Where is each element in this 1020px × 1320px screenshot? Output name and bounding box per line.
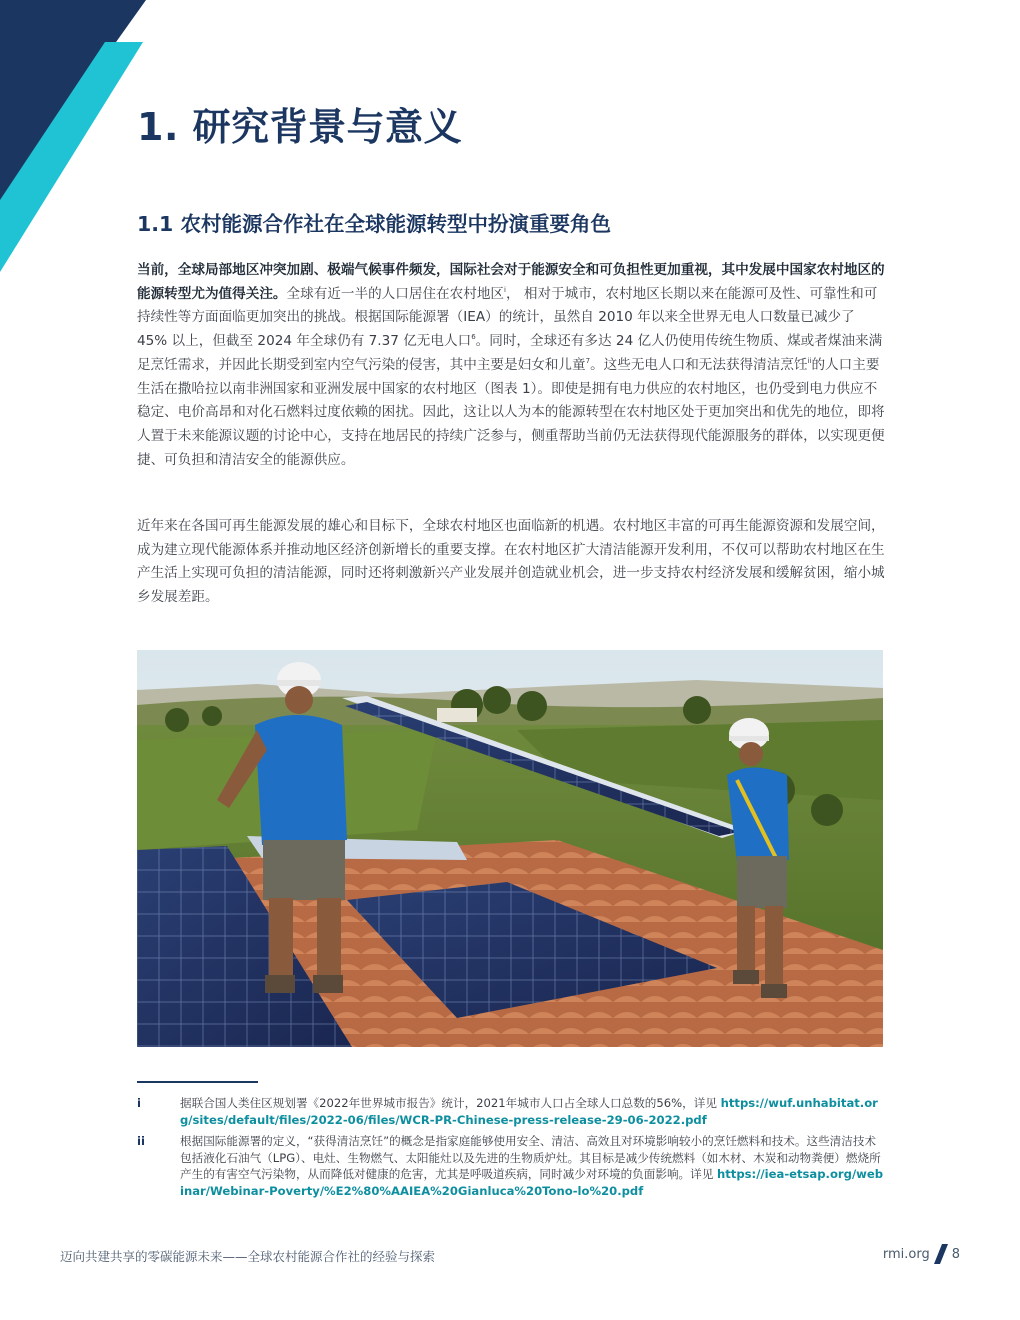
footnote-mark: i (137, 1096, 141, 1110)
footnote-mark: ii (137, 1134, 145, 1148)
paragraph-intro (137, 259, 887, 472)
intro-text-4: 。这些无电人口和无法获得清洁烹饪 (590, 356, 808, 373)
intro-text-2: ， 相对于城市，农村地区长期以来在能源可及性、可靠性和可持续性等方面面临更加突出的挑战。根据国际能源署（IEA）的统计，虽然自 2010 年以来全世界无电人口数量已减少了 45% 以上，但截至 2024 年全球仍有 7.37 亿无电人口 (137, 285, 878, 350)
footnote-ii (137, 1133, 887, 1199)
citation-ref-6[interactable]: 6 (471, 333, 476, 342)
intro-text-1: 全球有近一半的人口居住在农村地区 (286, 285, 505, 302)
corner-decoration (0, 0, 150, 280)
footer-page-info (883, 1244, 960, 1264)
intro-text-5: 的人口主要生活在撒哈拉以南非洲国家和亚洲发展中国家的农村地区（图表 1）。即使是拥有电力供应的农村地区，也仍受到电力供应不稳定、电价高昂和对化石燃料过度依赖的困扰。因此，这让以人为本的能源转型在农村地区处于更加突出和优先的地位，即将人置于未来能源议题的讨论中心，支持在地居民的持续广泛参与，侧重帮助当前仍无法获得现代能源服务的群体，以实现更便捷、可负担和清洁安全的能源供应。 (137, 356, 885, 468)
page-number: 8 (951, 1246, 960, 1262)
intro-bold-text: 当前，全球局部地区冲突加剧、极端气候事件频发，国际社会对于能源安全和可负担性更加重视，其中发展中国家农村地区的能源转型尤为值得关注。 (137, 262, 885, 302)
footnote-text: 据联合国人类住区规划署《2022年世界城市报告》统计，2021年城市人口占全球人口总数的56%，详见 (180, 1096, 721, 1110)
footer-report-title: 迈向共建共享的零碳能源未来——全球农村能源合作社的经验与探索 (60, 1249, 436, 1264)
footnote-ref-i[interactable]: i (504, 285, 506, 294)
intro-text-3: 。同时，全球还有多达 24 亿人仍使用传统生物质、煤或者煤油来满足烹饪需求，并因此长期受到室内空气污染的侵害，其中主要是妇女和儿童 (137, 333, 883, 373)
footnote-link[interactable]: https://wuf.unhabitat.org/sites/default/files/2022-06/files/WCR-PR-Chinese-press-release-29-06-2022.pdf (180, 1096, 878, 1127)
page-title: 1. 研究背景与意义 (137, 105, 463, 149)
section-heading: 1.1 农村能源合作社在全球能源转型中扮演重要角色 (137, 212, 611, 236)
footnote-ref-ii[interactable]: ii (807, 356, 812, 365)
citation-ref-7[interactable]: 7 (585, 356, 591, 365)
footnote-i (137, 1095, 887, 1128)
footnote-link[interactable]: https://iea-etsap.org/webinar/Webinar-Poverty/%E2%80%AAIEA%20Gianluca%20Tono-lo%20.pdf (180, 1167, 884, 1198)
footnote-divider (137, 1081, 258, 1083)
slash-icon (934, 1244, 948, 1264)
footer-site-link[interactable]: rmi.org (882, 1246, 930, 1262)
footnote-text: 根据国际能源署的定义，“获得清洁烹饪”的概念是指家庭能够使用安全、清洁、高效且对环境影响较小的烹饪燃料和技术。这些清洁技术包括液化石油气（LPG）、电灶、生物燃气、太阳能灶以及先进的生物质炉灶。其目标是减少传统燃料（如木材、木炭和动物粪便）燃烧所产生的有害空气污染物，从而降低对健康的危害，尤其是呼吸道疾病，同时减少对环境的负面影响。详见 (180, 1134, 881, 1181)
paragraph-opportunity: 近年来在各国可再生能源发展的雄心和目标下，全球农村地区也面临新的机遇。农村地区丰富的可再生能源资源和发展空间，成为建立现代能源体系并推动地区经济创新增长的重要支撑。在农村地区扩大清洁能源开发利用，不仅可以帮助农村地区在生产生活上实现可负担的清洁能源，同时还将刺激新兴产业发展并创造就业机会，进一步支持农村经济发展和缓解贫困，缩小城乡发展差距。 (137, 518, 885, 606)
solar-installation-photo (137, 650, 883, 1047)
